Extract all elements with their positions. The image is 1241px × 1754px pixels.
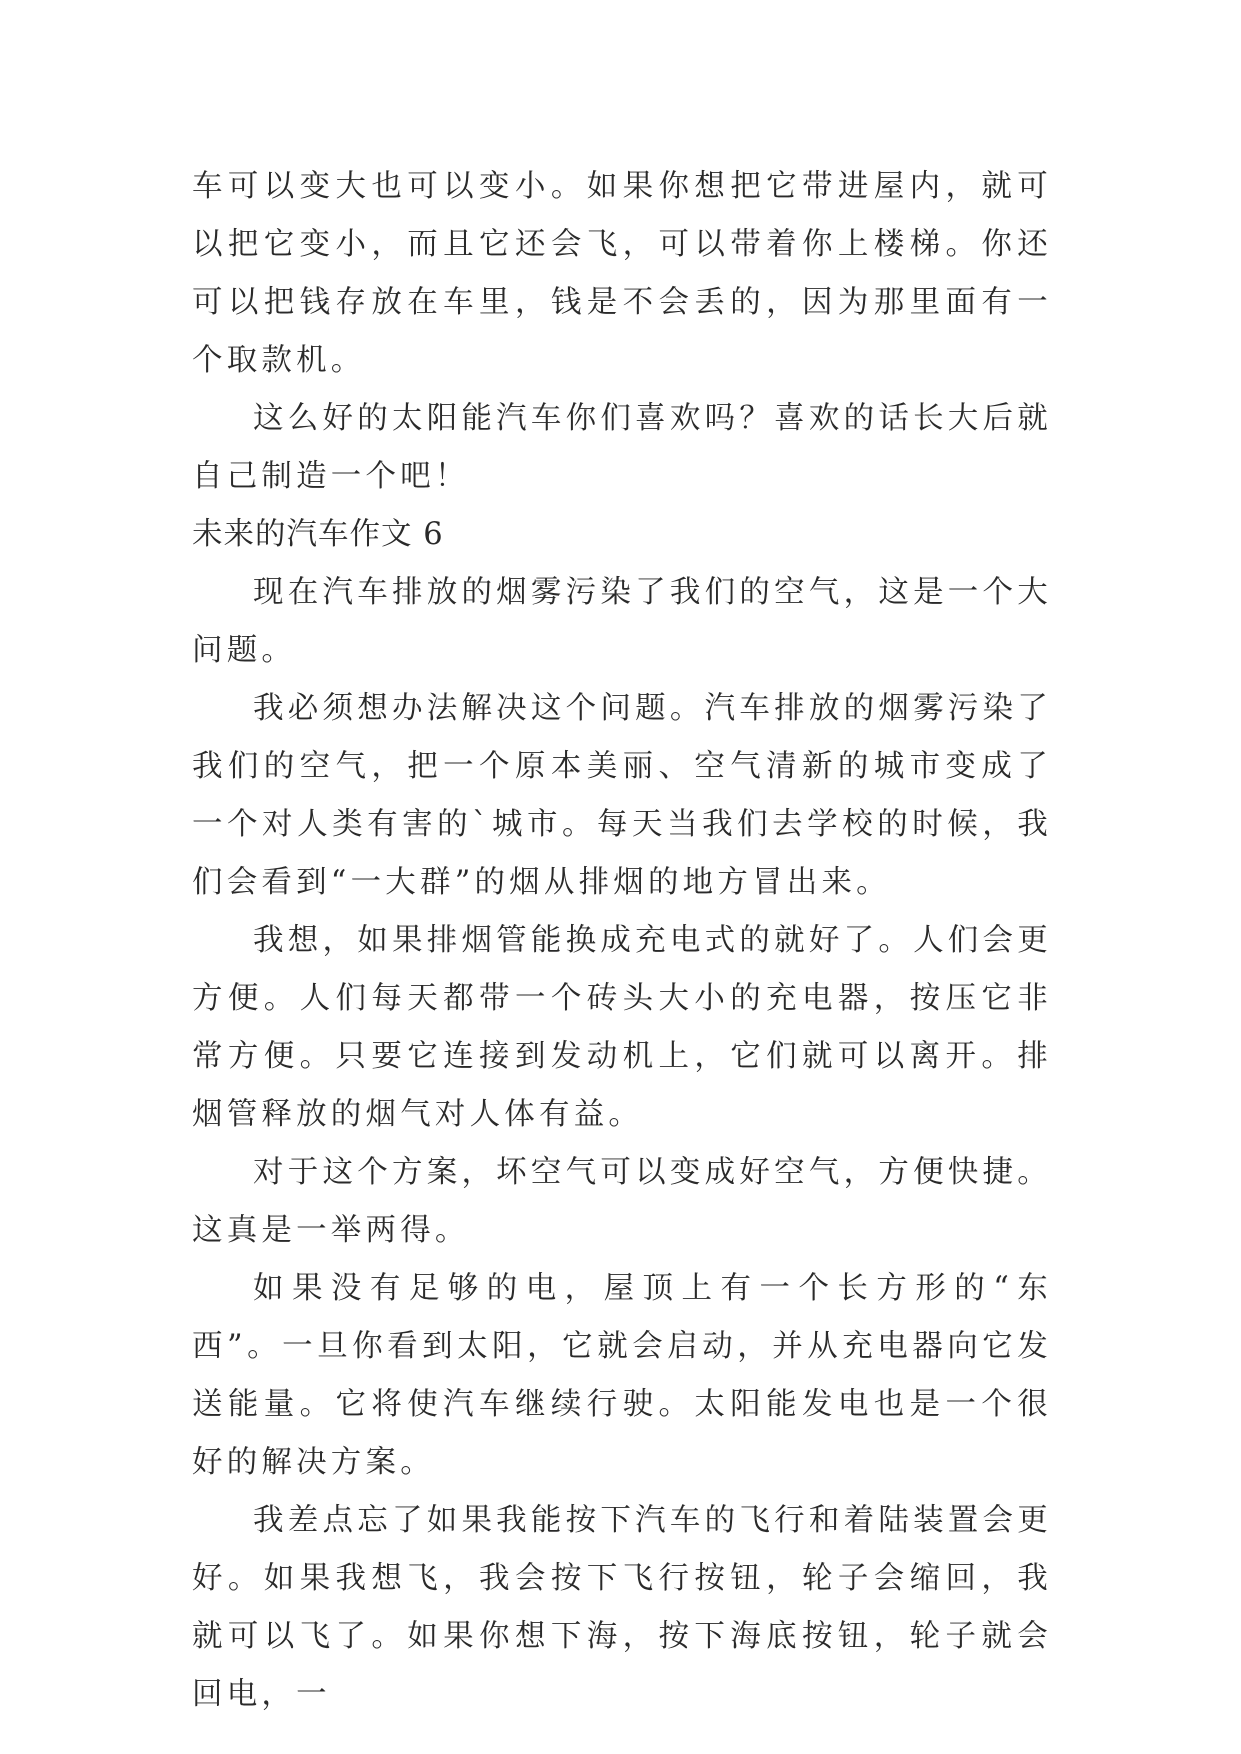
section-heading: 未来的汽车作文 6 [192, 517, 444, 552]
paragraph: 对于这个方案，坏空气可以变成好空气，方便快捷。这真是一举两得。 [192, 1155, 1052, 1248]
paragraph: 这么好的太阳能汽车你们喜欢吗？喜欢的话长大后就自己制造一个吧！ [192, 401, 1052, 494]
document-body [192, 158, 1052, 1724]
paragraph: 我必须想办法解决这个问题。汽车排放的烟雾污染了我们的空气，把一个原本美丽、空气清新的城市变成了一个对人类有害的`城市。每天当我们去学校的时候，我们会看到“一大群”的烟从排烟的地方冒出来。 [192, 691, 1052, 900]
paragraph: 车可以变大也可以变小。如果你想把它带进屋内，就可以把它变小，而且它还会飞，可以带着你上楼梯。你还可以把钱存放在车里，钱是不会丢的，因为那里面有一个取款机。 [192, 169, 1052, 378]
paragraph: 现在汽车排放的烟雾污染了我们的空气，这是一个大问题。 [192, 575, 1052, 668]
paragraph: 我想，如果排烟管能换成充电式的就好了。人们会更方便。人们每天都带一个砖头大小的充电器，按压它非常方便。只要它连接到发动机上，它们就可以离开。排烟管释放的烟气对人体有益。 [192, 923, 1052, 1132]
paragraph: 我差点忘了如果我能按下汽车的飞行和着陆装置会更好。如果我想飞，我会按下飞行按钮，轮子会缩回，我就可以飞了。如果你想下海，按下海底按钮，轮子就会回电，一 [192, 1503, 1052, 1712]
paragraph: 如果没有足够的电，屋顶上有一个长方形的“东西”。一旦你看到太阳，它就会启动，并从充电器向它发送能量。它将使汽车继续行驶。太阳能发电也是一个很好的解决方案。 [192, 1271, 1052, 1480]
